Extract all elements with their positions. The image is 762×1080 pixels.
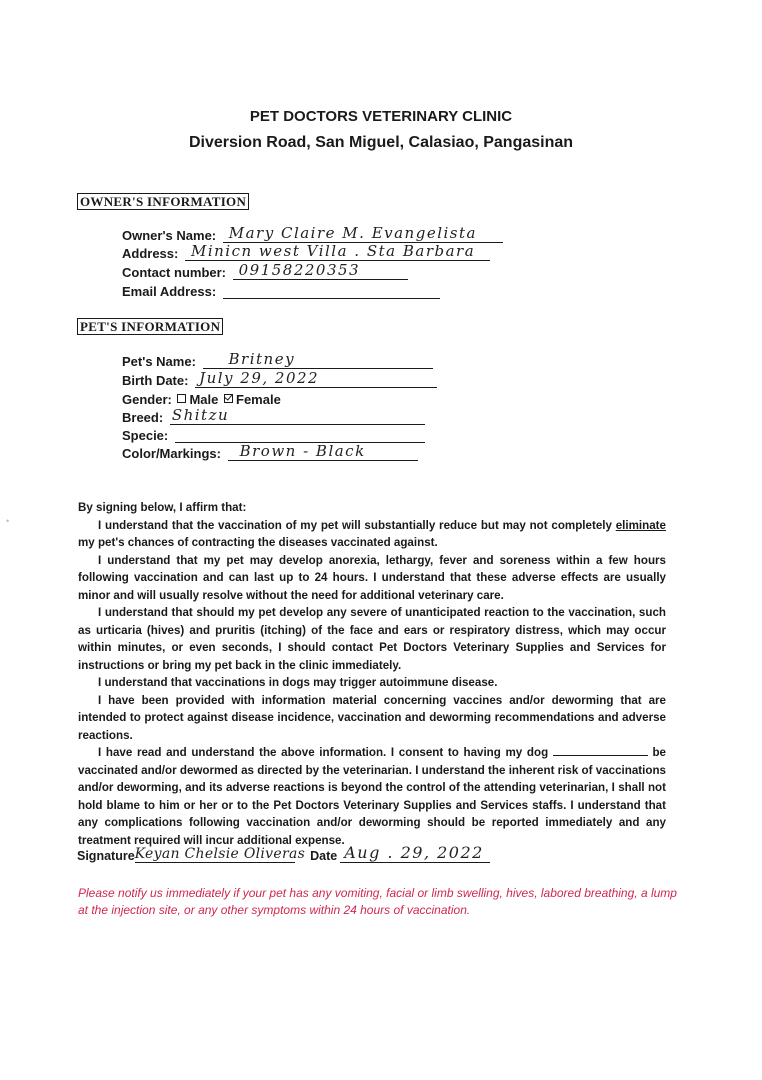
owner-name-value: Mary Claire M. Evangelista [228, 224, 477, 242]
consent-paragraph-4: I understand that vaccinations in dogs may trigger autoimmune disease. [98, 676, 498, 689]
consent-paragraph-3: I understand that should my pet develop any severe of unanticipated reaction to the vaccination, such as urticaria (hives) and pruritis (itching) of the face and ears or respiratory distress, which may occur within minutes, or even seconds, I should contact Pet Doctors Veterinary Supplies and Services for instructions or bring my pet back in the clinic immediately. [78, 606, 666, 672]
contact-field[interactable] [233, 261, 408, 280]
consent-intro: By signing below, I affirm that: [78, 501, 247, 514]
breed-field[interactable] [170, 406, 425, 425]
address-field[interactable] [185, 242, 490, 261]
gender-male-checkbox[interactable] [177, 394, 186, 403]
color-value: Brown - Black [239, 442, 366, 460]
breed-label: Breed: [122, 410, 164, 425]
pet-name-value: Britney [228, 350, 296, 368]
color-row [122, 442, 418, 464]
contact-value: 09158220353 [238, 261, 361, 279]
gender-label: Gender: [122, 392, 172, 407]
owner-name-label: Owner's Name: [122, 228, 217, 243]
birth-date-value: July 29, 2022 [199, 369, 320, 387]
address-value: Minicn west Villa . Sta Barbara [190, 242, 476, 260]
notice-text: Please notify us immediately if your pet has any vomiting, facial or limb swelling, hives, labored breathing, a lump at the injection site, or any other symptoms within 24 hours of vaccination. [78, 886, 677, 917]
birth-date-label: Birth Date: [122, 373, 189, 388]
dog-name-blank[interactable] [553, 744, 648, 756]
consent-paragraph-5: I have been provided with information material concerning vaccines and/or deworming that are intended to protect against disease incidence, vaccination and deworming recommendations and adverse reactions. [78, 693, 666, 742]
scan-mark: • [6, 516, 10, 526]
signature-field[interactable] [134, 846, 306, 863]
signature-value: Keyan Chelsie Oliveras [134, 846, 306, 862]
consent-paragraph-1 [78, 517, 666, 552]
specie-label: Specie: [122, 428, 169, 443]
contact-label: Contact number: [122, 265, 226, 280]
clinic-name: PET DOCTORS VETERINARY CLINIC [249, 108, 513, 125]
consent-p6-a: I have read and understand the above information. I consent to having my dog [98, 746, 549, 759]
birth-date-row [122, 369, 437, 391]
consent-text [78, 499, 666, 849]
email-field[interactable] [223, 284, 440, 299]
consent-p1-a: I understand that the vaccination of my pet will substantially reduce but may not completely [98, 518, 612, 532]
consent-p1-b: my pet's chances of contracting the diseases vaccinated against. [78, 536, 438, 549]
gender-male-label: Male [189, 392, 219, 407]
color-field[interactable] [228, 442, 418, 461]
email-row [122, 284, 440, 302]
address-label: Address: [122, 246, 179, 261]
contact-row [122, 261, 408, 283]
pet-name-field[interactable] [203, 350, 433, 369]
consent-p1-underlined: eliminate [615, 518, 666, 532]
owner-section-title: OWNER'S INFORMATION [77, 193, 249, 210]
owner-name-field[interactable] [223, 224, 503, 243]
signature-label: Signature [77, 849, 135, 863]
pet-name-label: Pet's Name: [122, 354, 196, 369]
date-label: Date [310, 849, 338, 863]
breed-value: Shitzu [171, 406, 230, 424]
specie-field[interactable] [175, 428, 425, 443]
date-value: Aug . 29, 2022 [344, 843, 484, 862]
consent-p6-b: be vaccinated and/or dewormed as directed by the veterinarian. I understand the inherent risk of vaccinations and/or deworming, and its adverse reactions is beyond the control of the attending veterinarian, I shall not hold blame to him or her or to the Pet Doctors Veterinary Supplies and Services staffs. I understand that any complications following vaccination and/or deworming should be reported immediately and any treatment required will incur additional expense. [78, 746, 666, 847]
gender-female-label: Female [236, 392, 281, 407]
birth-date-field[interactable] [195, 369, 437, 388]
date-field[interactable] [340, 843, 490, 863]
gender-female-checkbox[interactable] [224, 394, 233, 403]
clinic-address: Diversion Road, San Miguel, Calasiao, Pangasinan [188, 134, 574, 151]
pet-section-title: PET'S INFORMATION [77, 318, 223, 335]
color-label: Color/Markings: [122, 446, 221, 461]
consent-paragraph-6 [78, 744, 666, 849]
consent-paragraph-2: I understand that my pet may develop anorexia, lethargy, fever and soreness within a few hours following vaccination and can last up to 24 hours. I understand that these adverse effects are usually minor and will usually resolve without the need for additional veterinary care. [78, 553, 666, 602]
breed-row [122, 406, 425, 428]
email-label: Email Address: [122, 284, 217, 299]
signature-row [77, 843, 490, 870]
